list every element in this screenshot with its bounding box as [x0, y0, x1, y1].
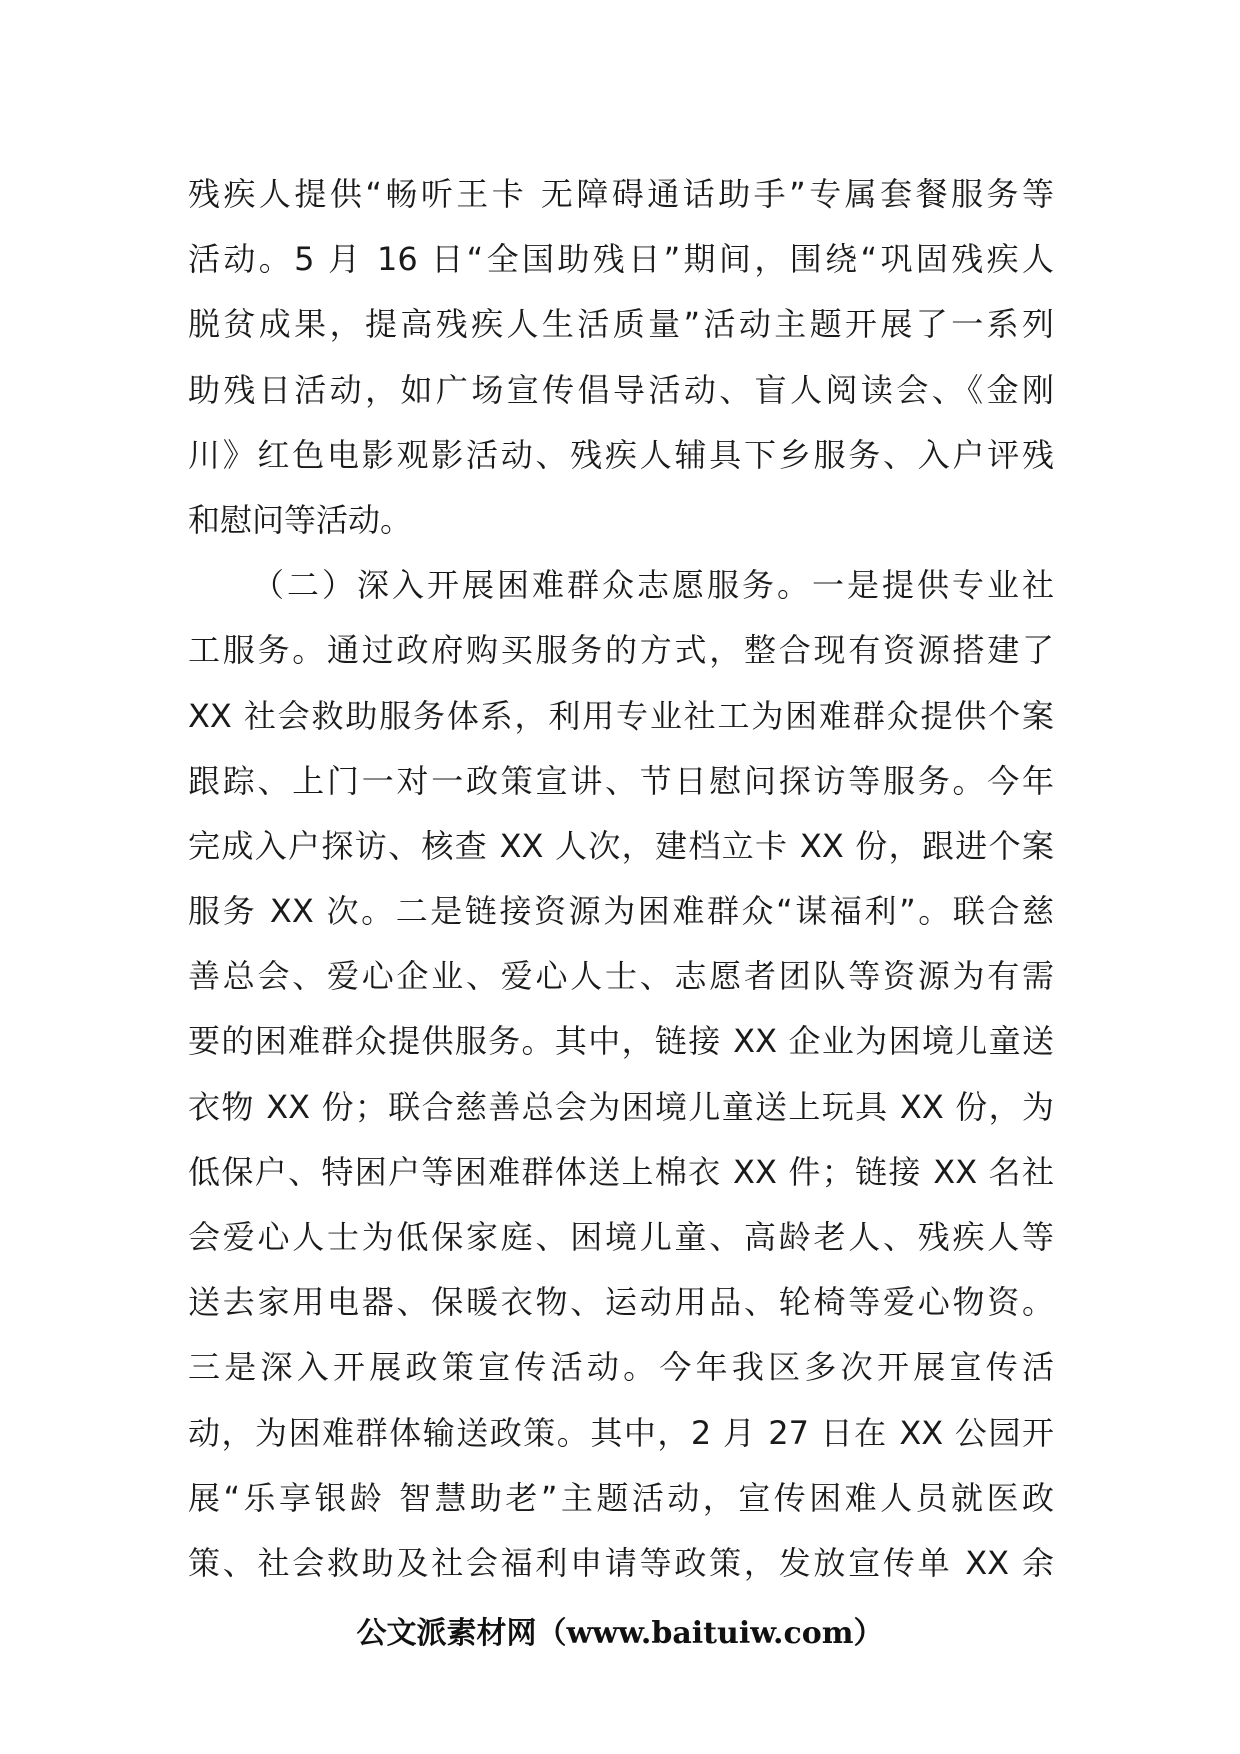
text-line: 和慰问等活动。 — [188, 500, 413, 539]
text-line: 展“乐享银龄 智慧助老”主题活动，宣传困难人员就医政 — [188, 1478, 1054, 1517]
text-line: 活动。5 月 16 日“全国助残日”期间，围绕“巩固残疾人 — [188, 240, 1054, 279]
text-line: 工服务。通过政府购买服务的方式，整合现有资源搭建了 — [188, 631, 1054, 670]
text-line: XX 社会救助服务体系，利用专业社工为困难群众提供个案 — [188, 696, 1054, 735]
text-line: 策、社会救助及社会福利申请等政策，发放宣传单 XX 余 — [188, 1543, 1054, 1582]
section-heading-line: （二）深入开展困难群众志愿服务。一是提供专业社 — [252, 566, 1054, 605]
text-line: 服务 XX 次。二是链接资源为困难群众“谋福利”。联合慈 — [188, 892, 1054, 931]
text-line: 送去家用电器、保暖衣物、运动用品、轮椅等爱心物资。 — [188, 1283, 1054, 1322]
text-line: 三是深入开展政策宣传活动。今年我区多次开展宣传活 — [188, 1348, 1054, 1387]
text-line: 残疾人提供“畅听王卡 无障碍通话助手”专属套餐服务等 — [188, 175, 1054, 213]
text-line: 会爱心人士为低保家庭、困境儿童、高龄老人、残疾人等 — [188, 1218, 1054, 1256]
document-body — [188, 162, 1054, 1596]
text-line: 川》红色电影观影活动、残疾人辅具下乡服务、入户评残 — [188, 435, 1054, 474]
text-line: 衣物 XX 份；联合慈善总会为困境儿童送上玩具 XX 份，为 — [188, 1087, 1054, 1126]
footer-watermark: 公文派素材网（www.baituiw.com） — [356, 1616, 884, 1651]
text-line: 善总会、爱心企业、爱心人士、志愿者团队等资源为有需 — [188, 957, 1054, 996]
text-line: 完成入户探访、核查 XX 人次，建档立卡 XX 份，跟进个案 — [188, 826, 1054, 865]
text-line: 跟踪、上门一对一政策宣讲、节日慰问探访等服务。今年 — [188, 761, 1054, 800]
text-line: 助残日活动，如广场宣传倡导活动、盲人阅读会、《金刚 — [188, 370, 1054, 409]
text-line: 动，为困难群体输送政策。其中，2 月 27 日在 XX 公园开 — [188, 1413, 1054, 1452]
text-line: 要的困难群众提供服务。其中，链接 XX 企业为困境儿童送 — [188, 1022, 1054, 1061]
text-line: 脱贫成果，提高残疾人生活质量”活动主题开展了一系列 — [188, 305, 1054, 344]
text-line: 低保户、特困户等困难群体送上棉衣 XX 件；链接 XX 名社 — [188, 1152, 1054, 1191]
